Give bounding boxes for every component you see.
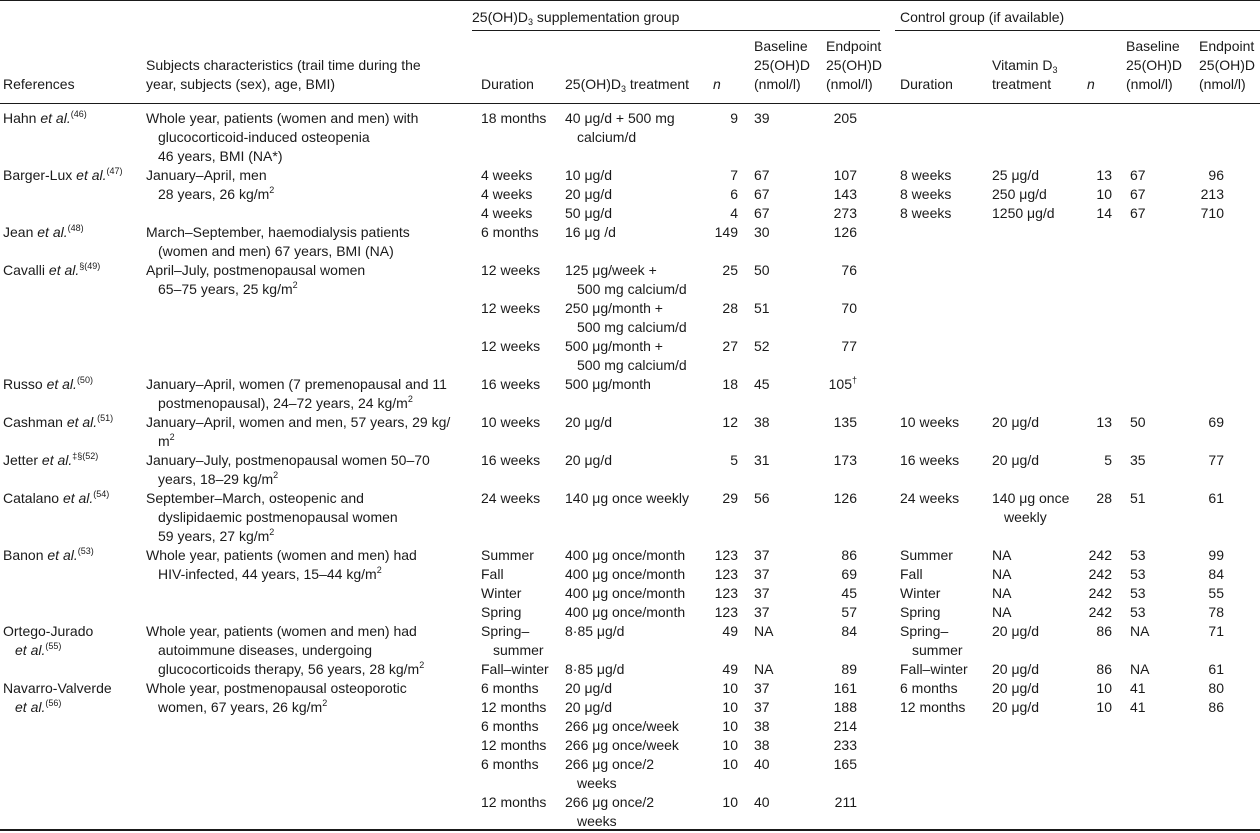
control-duration: Winter: [900, 585, 941, 601]
study-reference: Barger-Lux et al.$^{(47)}$: [3, 166, 123, 183]
supplement-duration: Spring–: [481, 623, 530, 639]
control-duration: Summer: [900, 547, 953, 563]
col-control-endpoint-line3: (nmol/l): [1199, 76, 1246, 92]
study-reference: Cavalli et al.$^{\S(49)}$: [3, 261, 101, 278]
supplement-n: 10: [722, 699, 738, 715]
study-subjects: March–September, haemodialysis patients: [146, 224, 410, 240]
control-endpoint: 77: [1208, 452, 1224, 468]
control-endpoint: 99: [1208, 547, 1224, 563]
study-subjects: January–July, postmenopausal women 50–70: [146, 452, 430, 468]
supplement-duration: 6 months: [481, 718, 539, 734]
control-n: 28: [1096, 490, 1112, 506]
supplement-duration: 16 weeks: [481, 376, 541, 392]
supplement-n: 4: [730, 205, 738, 221]
col-duration: Duration: [481, 76, 534, 92]
table-top-rule: [0, 0, 1260, 1]
supplement-n: 12: [722, 414, 738, 430]
study-subjects: September–March, osteopenic and: [146, 490, 364, 506]
control-n: 13: [1096, 167, 1112, 183]
supplement-endpoint: 211: [834, 794, 857, 810]
col-control-baseline-line2: 25(OH)D: [1126, 57, 1183, 73]
supplement-endpoint: 135: [833, 414, 857, 430]
supplement-n: 25: [722, 262, 738, 278]
supplement-treatment: 400 μg once/month: [565, 566, 686, 582]
control-treatment: 20 μg/d: [992, 414, 1039, 430]
supplement-treatment: 266 μg once/week: [565, 718, 679, 734]
study-subjects: $m^2$: [158, 432, 175, 449]
control-n: 242: [1088, 585, 1112, 601]
supplement-baseline: NA: [754, 661, 774, 677]
supplement-duration: 4 weeks: [481, 186, 533, 202]
supplement-endpoint: 173: [833, 452, 857, 468]
control-duration: 16 weeks: [900, 452, 960, 468]
study-subjects: glucocorticoid-induced osteopenia: [158, 129, 370, 145]
supplement-endpoint: 70: [841, 300, 857, 316]
supplement-endpoint: 105†: [828, 375, 857, 392]
supplement-treatment: 50 μg/d: [565, 205, 612, 221]
study-subjects: January–April, men: [146, 167, 267, 183]
col-references: References: [3, 76, 75, 92]
supplement-endpoint: 165: [833, 756, 857, 772]
control-treatment: 25 μg/d: [992, 167, 1039, 183]
supplement-treatment: 125 μg/week +: [565, 262, 657, 278]
study-subjects: 59 years, 27 $kg/m^2$: [158, 527, 275, 544]
supplement-baseline: 31: [754, 452, 770, 468]
col-control-baseline-line3: (nmol/l): [1126, 76, 1173, 92]
control-treatment: 140 μg once: [992, 490, 1070, 506]
control-baseline: 53: [1130, 547, 1146, 563]
supplement-endpoint: 77: [841, 338, 857, 354]
supplement-treatment: 10 μg/d: [565, 167, 612, 183]
study-reference: Hahn et al.$^{(46)}$: [3, 109, 87, 126]
supplement-treatment: 500 mg calcium/d: [577, 281, 687, 297]
study-subjects: (women and men) 67 years, BMI (NA): [158, 243, 394, 259]
supplement-baseline: 37: [754, 585, 770, 601]
control-endpoint: 69: [1208, 414, 1224, 430]
supplement-treatment: 400 μg once/month: [565, 604, 686, 620]
control-baseline: 67: [1130, 167, 1146, 183]
supplement-endpoint: 205: [833, 110, 857, 126]
study-subjects: January–April, women and men, 57 years, 29 kg/: [146, 414, 451, 430]
supplement-baseline: 38: [754, 737, 770, 753]
supplement-baseline: 37: [754, 680, 770, 696]
control-duration: 8 weeks: [900, 205, 952, 221]
control-n: 86: [1096, 623, 1112, 639]
supplement-baseline: 67: [754, 167, 770, 183]
supplement-baseline: 51: [754, 300, 770, 316]
supplement-baseline: 37: [754, 566, 770, 582]
supplement-endpoint: 69: [841, 566, 857, 582]
control-duration: 10 weeks: [900, 414, 960, 430]
supplement-treatment: 400 μg once/month: [565, 547, 686, 563]
supplement-treatment: 20 μg/d: [565, 186, 612, 202]
supplement-baseline: 30: [754, 224, 770, 240]
study-subjects: HIV-infected, 44 years, 15–44 $kg/m^2$: [158, 565, 382, 582]
supplement-n: 123: [714, 547, 738, 563]
study-subjects: autoimmune diseases, undergoing: [158, 642, 373, 658]
study-subjects: 28 years, 26 $kg/m^2$: [158, 185, 275, 202]
supplement-n: 7: [730, 167, 738, 183]
supplement-duration: 12 months: [481, 737, 547, 753]
col-endpoint-line1: Endpoint: [826, 38, 882, 54]
control-treatment: weekly: [1004, 509, 1047, 525]
supplement-duration: Winter: [481, 585, 522, 601]
col-control-treatment-line1: Vitamin $D_3$: [992, 57, 1058, 75]
col-subjects-line2: year, subjects (sex), age, BMI): [146, 76, 336, 92]
supplement-endpoint: 84: [841, 623, 857, 639]
supplement-duration: 12 months: [481, 794, 547, 810]
control-baseline: 67: [1130, 205, 1146, 221]
control-treatment: 20 μg/d: [992, 452, 1039, 468]
supplement-endpoint: 126: [833, 224, 857, 240]
control-endpoint: 80: [1208, 680, 1224, 696]
control-duration: 8 weeks: [900, 186, 952, 202]
supplement-baseline: 45: [754, 376, 770, 392]
control-n: 86: [1096, 661, 1112, 677]
supplement-treatment: 500 mg calcium/d: [577, 357, 687, 373]
supplement-duration: 24 weeks: [481, 490, 541, 506]
control-baseline: 53: [1130, 585, 1146, 601]
supplement-duration: Spring: [481, 604, 522, 620]
control-duration: Fall–winter: [900, 661, 968, 677]
supplement-endpoint: 161: [833, 680, 857, 696]
control-duration: Spring–: [900, 623, 949, 639]
supplementation-group-heading: $25(OH)D_3$ supplementation group: [472, 9, 680, 27]
supplement-duration: Fall: [481, 566, 504, 582]
control-n: 10: [1096, 186, 1112, 202]
control-baseline: NA: [1130, 623, 1150, 639]
control-treatment: NA: [992, 585, 1012, 601]
control-n: 10: [1096, 699, 1112, 715]
supplement-duration: 6 months: [481, 756, 539, 772]
control-endpoint: 86: [1208, 699, 1224, 715]
supplement-endpoint: 126: [833, 490, 857, 506]
control-duration: Fall: [900, 566, 923, 582]
supplement-n: 123: [714, 604, 738, 620]
supplement-baseline: NA: [754, 623, 774, 639]
study-reference: Catalano et al.$^{(54)}$: [3, 489, 110, 506]
supplement-duration: 16 weeks: [481, 452, 541, 468]
supplement-treatment: 266 μg once/2: [565, 756, 655, 772]
header-bottom-rule: [0, 103, 1260, 104]
control-baseline: 35: [1130, 452, 1146, 468]
supplement-treatment: 40 μg/d + 500 mg: [565, 110, 675, 126]
supplement-treatment: 250 μg/month +: [565, 300, 663, 316]
supplement-treatment: 266 μg once/week: [565, 737, 679, 753]
col-treatment: $25(OH)D_3$ treatment: [565, 76, 690, 94]
study-reference: Russo et al.$^{(50)}$: [3, 375, 93, 392]
control-treatment: 20 μg/d: [992, 680, 1039, 696]
supplement-duration: 12 months: [481, 699, 547, 715]
study-reference: Ortego-Jurado: [3, 623, 94, 639]
study-subjects: Whole year, postmenopausal osteoporotic: [146, 680, 407, 696]
supplement-baseline: 37: [754, 699, 770, 715]
supplement-duration: 12 weeks: [481, 262, 541, 278]
supplement-duration: Fall–winter: [481, 661, 549, 677]
study-reference: Banon et al.$^{(53)}$: [3, 546, 94, 563]
supplement-n: 49: [722, 623, 738, 639]
supplement-n: 10: [722, 737, 738, 753]
control-treatment: NA: [992, 566, 1012, 582]
supplement-baseline: 56: [754, 490, 770, 506]
study-reference: Jetter et al.$^{\ddagger\S(52)}$: [3, 451, 99, 468]
control-endpoint: 61: [1208, 490, 1224, 506]
supplement-treatment: 500 μg/month: [565, 376, 651, 392]
supplement-baseline: 67: [754, 205, 770, 221]
control-treatment: 20 μg/d: [992, 623, 1039, 639]
supplement-treatment: 8·85 μg/d: [565, 661, 625, 677]
study-subjects: April–July, postmenopausal women: [146, 262, 366, 278]
supplement-n: 123: [714, 585, 738, 601]
col-control-treatment-line2: treatment: [992, 76, 1052, 92]
control-n: 242: [1088, 566, 1112, 582]
control-endpoint: 96: [1208, 167, 1224, 183]
supplement-treatment: 500 μg/month +: [565, 338, 663, 354]
supplement-treatment: 8·85 μg/d: [565, 623, 625, 639]
control-endpoint: 71: [1208, 623, 1224, 639]
supplement-baseline: 40: [754, 756, 770, 772]
control-n: 10: [1096, 680, 1112, 696]
supplement-duration: 4 weeks: [481, 167, 533, 183]
supplement-baseline: 37: [754, 604, 770, 620]
supplement-treatment: weeks: [577, 813, 617, 829]
col-control-endpoint-line1: Endpoint: [1199, 38, 1255, 54]
col-control-endpoint-line2: 25(OH)D: [1199, 57, 1256, 73]
supplement-n: 18: [722, 376, 738, 392]
study-reference: et al.$^{(56)}$: [15, 698, 62, 715]
col-control-duration: Duration: [900, 76, 953, 92]
study-reference: Jean et al.$^{(48)}$: [3, 223, 84, 240]
supplement-n: 28: [722, 300, 738, 316]
supplement-n: 10: [722, 718, 738, 734]
study-subjects: dyslipidaemic postmenopausal women: [158, 509, 398, 525]
supplement-baseline: 40: [754, 794, 770, 810]
control-n: 242: [1088, 547, 1112, 563]
supplement-endpoint: 273: [833, 205, 857, 221]
study-subjects: 46 years, BMI (NA*): [158, 148, 283, 164]
col-baseline-line1: Baseline: [754, 38, 808, 54]
supplement-treatment: 20 μg/d: [565, 680, 612, 696]
supplement-n: 10: [722, 756, 738, 772]
supplement-endpoint: 143: [833, 186, 857, 202]
col-control-n: n: [1087, 76, 1095, 92]
supplement-n: 29: [722, 490, 738, 506]
supplement-n: 6: [730, 186, 738, 202]
control-baseline: 41: [1130, 680, 1146, 696]
control-baseline: NA: [1130, 661, 1150, 677]
control-n: 5: [1104, 452, 1112, 468]
supplement-treatment: 400 μg once/month: [565, 585, 686, 601]
supplement-baseline: 50: [754, 262, 770, 278]
col-baseline-line3: (nmol/l): [754, 76, 801, 92]
col-baseline-line2: 25(OH)D: [754, 57, 811, 73]
supplement-n: 10: [722, 794, 738, 810]
supplement-n: 149: [714, 224, 738, 240]
control-duration: 12 months: [900, 699, 966, 715]
study-reference: et al.$^{(55)}$: [15, 641, 62, 658]
table-bottom-rule: [0, 829, 1260, 831]
supplement-endpoint: 86: [841, 547, 857, 563]
supplement-treatment: 20 μg/d: [565, 414, 612, 430]
supplement-treatment: 266 μg once/2: [565, 794, 655, 810]
control-duration: 8 weeks: [900, 167, 952, 183]
supplement-endpoint: 45: [841, 585, 857, 601]
supplement-endpoint: 233: [833, 737, 857, 753]
control-baseline: 51: [1130, 490, 1146, 506]
study-subjects: January–April, women (7 premenopausal and 11: [146, 376, 447, 392]
study-subjects: Whole year, patients (women and men) had: [146, 547, 417, 563]
control-treatment: 20 μg/d: [992, 661, 1039, 677]
supplement-duration: 18 months: [481, 110, 547, 126]
supplement-treatment: 16 μg /d: [565, 224, 616, 240]
control-treatment: 250 μg/d: [992, 186, 1047, 202]
supplement-treatment: 20 μg/d: [565, 699, 612, 715]
supplement-baseline: 37: [754, 547, 770, 563]
supplement-endpoint: 89: [841, 661, 857, 677]
study-subjects: women, 67 years, 26 $kg/m^2$: [158, 698, 328, 715]
study-subjects: postmenopausal), 24–72 years, 24 $kg/m^2$: [158, 394, 413, 411]
control-baseline: 41: [1130, 699, 1146, 715]
control-n: 14: [1096, 205, 1112, 221]
supplement-treatment: 20 μg/d: [565, 452, 612, 468]
control-duration: summer: [912, 642, 963, 658]
supplement-baseline: 67: [754, 186, 770, 202]
study-reference: Navarro-Valverde: [3, 680, 112, 696]
supplement-n: 123: [714, 566, 738, 582]
control-group-heading: Control group (if available): [900, 9, 1065, 25]
supplement-treatment: weeks: [577, 775, 617, 791]
control-baseline: 50: [1130, 414, 1146, 430]
supplement-duration: 4 weeks: [481, 205, 533, 221]
control-n: 242: [1088, 604, 1112, 620]
supplement-duration: 10 weeks: [481, 414, 541, 430]
supplement-baseline: 52: [754, 338, 770, 354]
col-control-baseline-line1: Baseline: [1126, 38, 1180, 54]
supplement-n: 10: [722, 680, 738, 696]
supplement-duration: 12 weeks: [481, 338, 541, 354]
control-n: 13: [1096, 414, 1112, 430]
control-duration: Spring: [900, 604, 941, 620]
supplement-n: 9: [730, 110, 738, 126]
supplement-endpoint: 214: [833, 718, 857, 734]
control-duration: 6 months: [900, 680, 958, 696]
supplement-endpoint: 76: [841, 262, 857, 278]
supplement-baseline: 39: [754, 110, 770, 126]
supplement-duration: summer: [493, 642, 544, 658]
control-treatment: 1250 μg/d: [992, 205, 1055, 221]
col-endpoint-line2: 25(OH)D: [826, 57, 883, 73]
control-endpoint: 61: [1208, 661, 1224, 677]
control-endpoint: 213: [1200, 186, 1224, 202]
supplement-n: 27: [722, 338, 738, 354]
supplementation-group-rule: [472, 30, 880, 31]
supplement-endpoint: 188: [833, 699, 857, 715]
control-group-rule: [895, 30, 1260, 31]
col-endpoint-line3: (nmol/l): [826, 76, 873, 92]
study-subjects: glucocorticoids therapy, 56 years, 28 $kg/m^2$: [158, 660, 425, 677]
col-subjects-line1: Subjects characteristics (trail time during the: [146, 57, 421, 73]
control-endpoint: 55: [1208, 585, 1224, 601]
supplement-endpoint: 57: [841, 604, 857, 620]
control-treatment: NA: [992, 604, 1012, 620]
study-subjects: 65–75 years, 25 $kg/m^2$: [158, 280, 298, 297]
study-subjects: Whole year, patients (women and men) had: [146, 623, 417, 639]
supplement-endpoint: 107: [833, 167, 857, 183]
control-baseline: 53: [1130, 566, 1146, 582]
supplement-baseline: 38: [754, 414, 770, 430]
supplement-n: 5: [730, 452, 738, 468]
supplement-duration: 12 weeks: [481, 300, 541, 316]
study-subjects: Whole year, patients (women and men) with: [146, 110, 419, 126]
supplement-duration: Summer: [481, 547, 534, 563]
col-n: n: [713, 76, 721, 92]
supplement-n: 49: [722, 661, 738, 677]
study-reference: Cashman et al.$^{(51)}$: [3, 413, 114, 430]
supplement-treatment: 140 μg once weekly: [565, 490, 690, 506]
control-baseline: 53: [1130, 604, 1146, 620]
supplement-baseline: 38: [754, 718, 770, 734]
supplement-treatment: 500 mg calcium/d: [577, 319, 687, 335]
supplement-duration: 6 months: [481, 680, 539, 696]
control-duration: 24 weeks: [900, 490, 960, 506]
supplement-treatment: calcium/d: [577, 129, 637, 145]
control-endpoint: 710: [1200, 205, 1224, 221]
control-baseline: 67: [1130, 186, 1146, 202]
control-treatment: NA: [992, 547, 1012, 563]
control-endpoint: 84: [1208, 566, 1224, 582]
supplement-duration: 6 months: [481, 224, 539, 240]
control-treatment: 20 μg/d: [992, 699, 1039, 715]
control-endpoint: 78: [1208, 604, 1224, 620]
study-subjects: years, 18–29 $kg/m^2$: [158, 470, 279, 487]
